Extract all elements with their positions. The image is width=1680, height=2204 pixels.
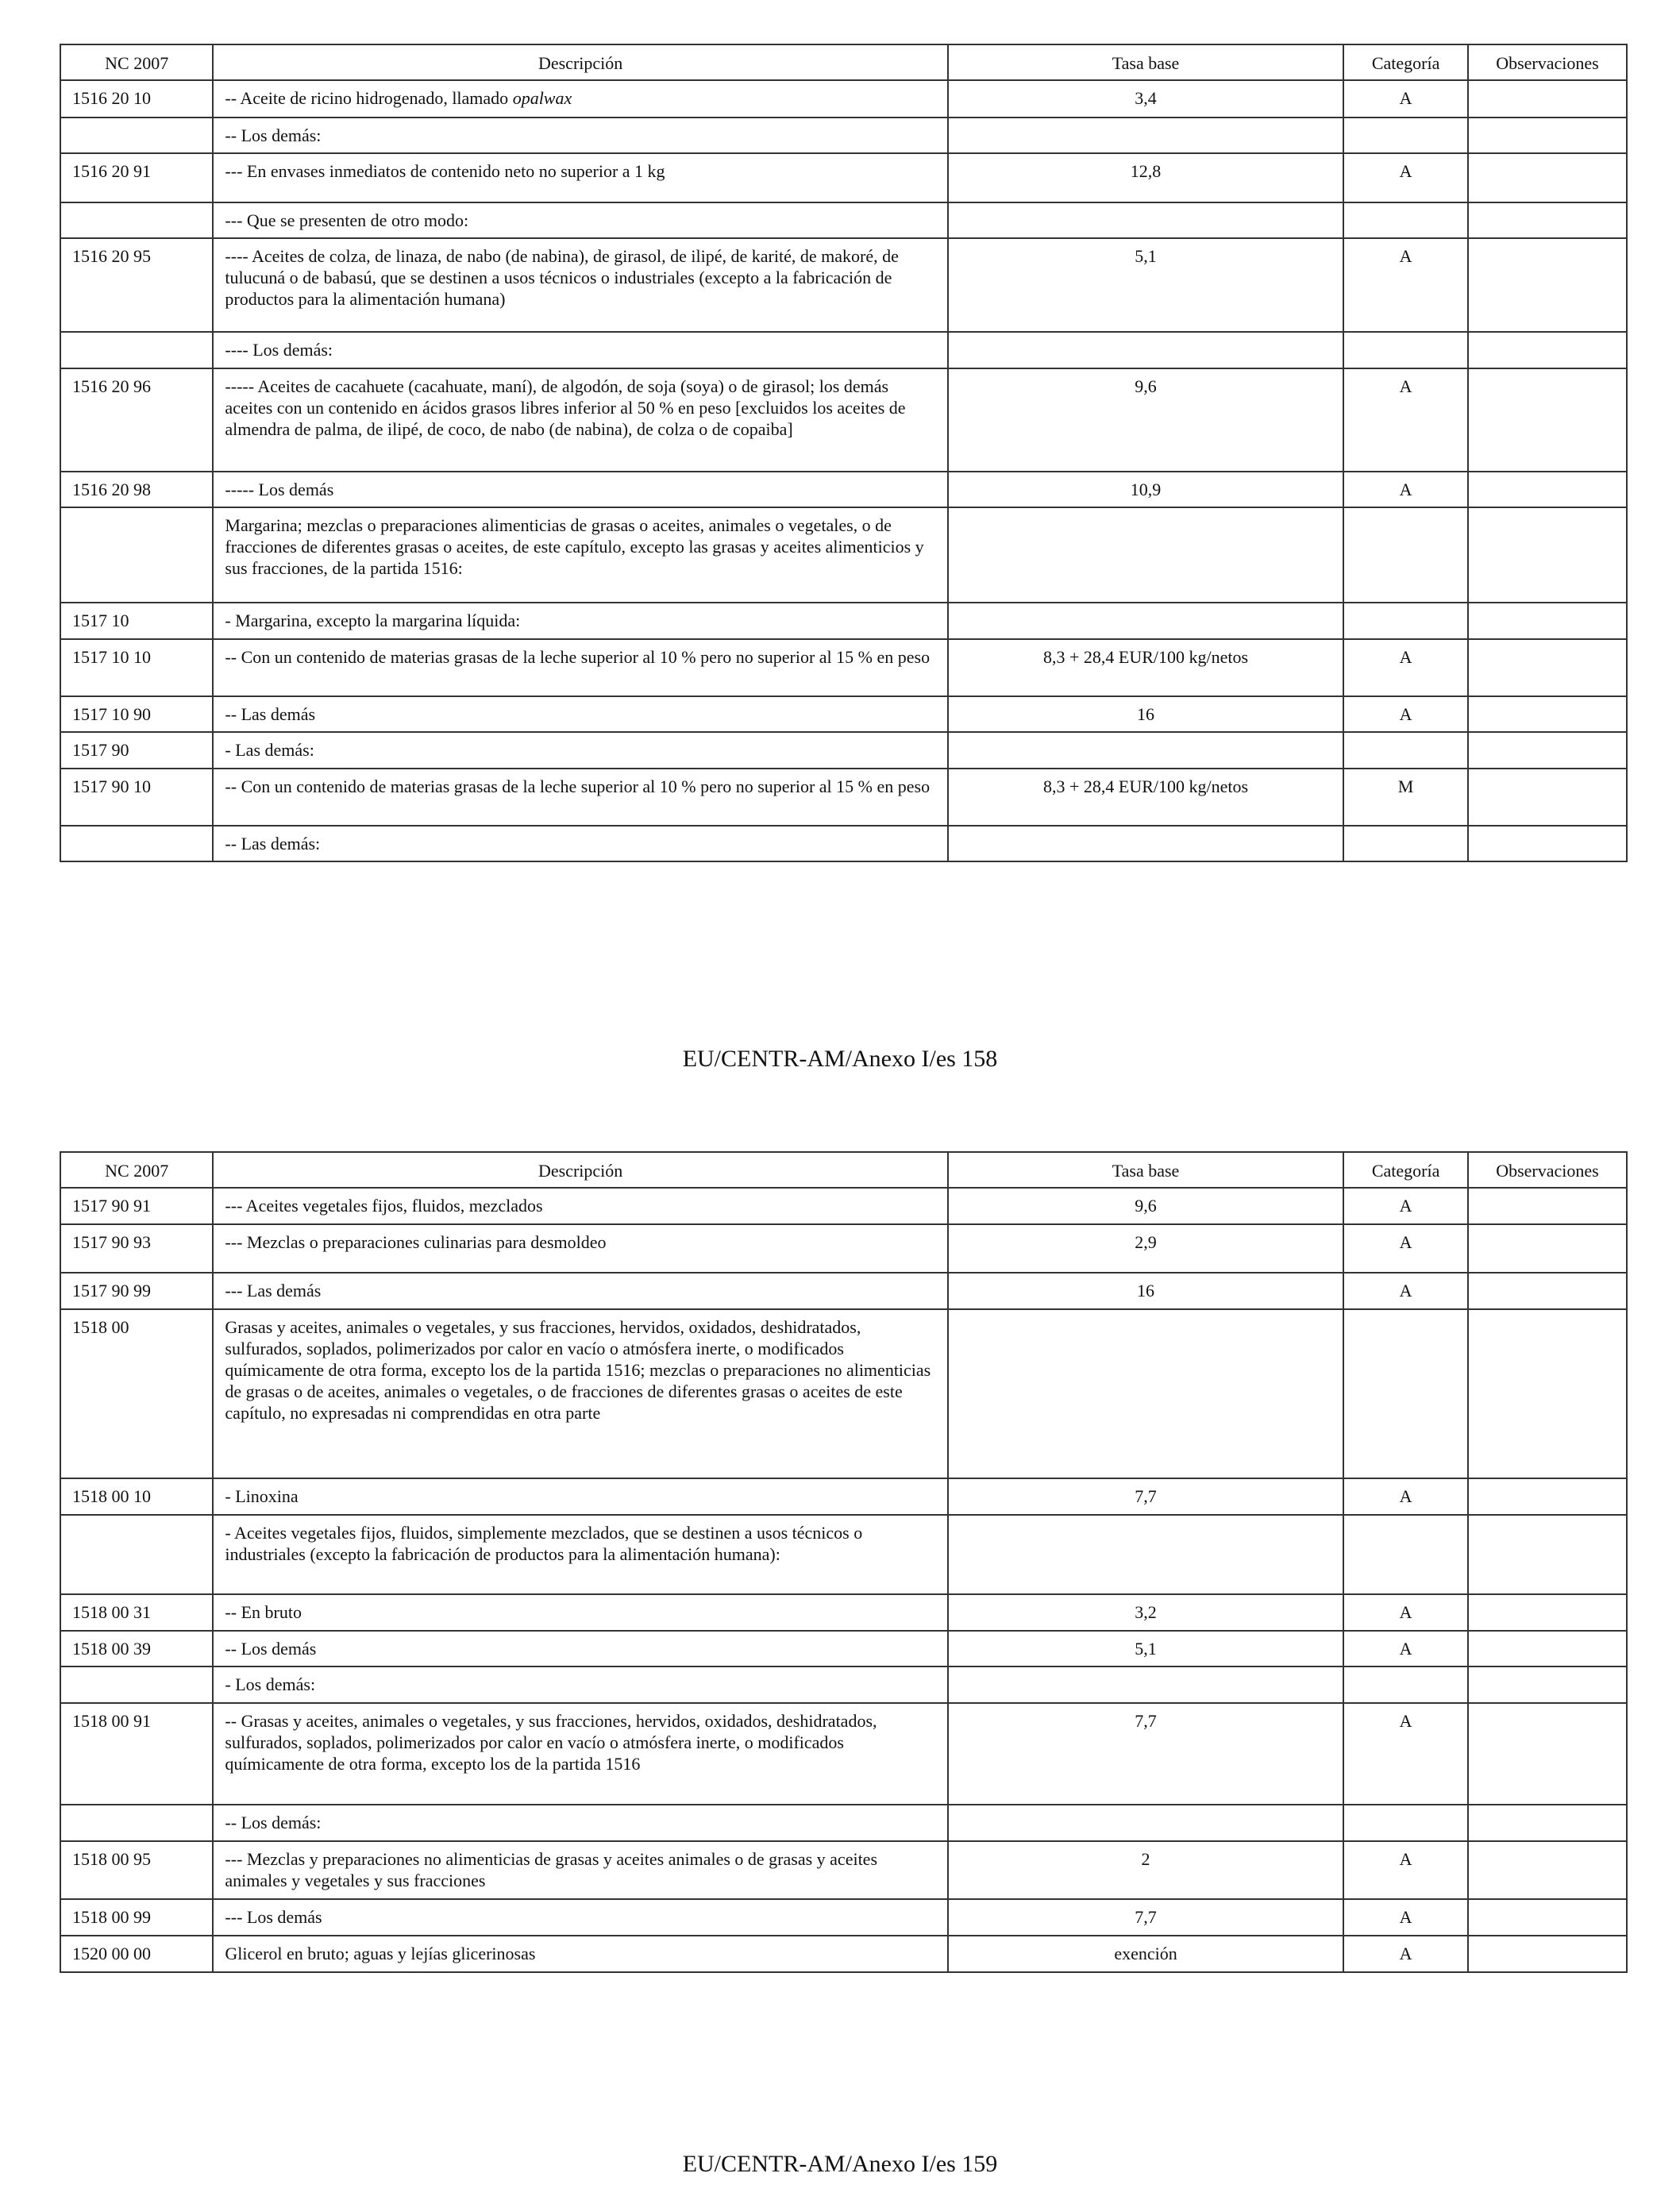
base-rate-cell: 7,7 bbox=[948, 1478, 1343, 1515]
base-rate-cell bbox=[948, 1515, 1343, 1594]
table-row bbox=[60, 1666, 1627, 1703]
observations-cell bbox=[1468, 1594, 1627, 1631]
description-cell: Margarina; mezclas o preparaciones alimenticias de grasas o aceites, animales o vegetales, o de fracciones de diferentes grasas o aceites, de este capítulo, excepto las grasas y aceites alimenticios y sus fracciones, de la partida 1516: bbox=[213, 507, 947, 603]
description-cell: ---- Los demás: bbox=[213, 332, 947, 368]
code-cell: 1516 20 10 bbox=[60, 80, 213, 118]
category-cell: A bbox=[1343, 153, 1468, 202]
header-base-rate: Tasa base bbox=[948, 1152, 1343, 1188]
category-cell bbox=[1343, 1805, 1468, 1841]
code-cell: 1517 10 90 bbox=[60, 696, 213, 732]
table-row bbox=[60, 1703, 1627, 1805]
code-cell: 1517 90 93 bbox=[60, 1224, 213, 1273]
base-rate-cell bbox=[948, 1805, 1343, 1841]
description-cell: - Linoxina bbox=[213, 1478, 947, 1515]
code-cell bbox=[60, 1805, 213, 1841]
base-rate-cell bbox=[948, 507, 1343, 603]
page-footer-158: EU/CENTR-AM/Anexo I/es 158 bbox=[682, 1046, 998, 1072]
table-header-row bbox=[60, 44, 1627, 80]
category-cell: A bbox=[1343, 472, 1468, 507]
description-cell: --- Las demás bbox=[213, 1273, 947, 1309]
category-cell bbox=[1343, 603, 1468, 639]
observations-cell bbox=[1468, 1224, 1627, 1273]
table-row bbox=[60, 238, 1627, 332]
description-cell: - Las demás: bbox=[213, 732, 947, 769]
category-cell bbox=[1343, 1309, 1468, 1478]
header-nc: NC 2007 bbox=[60, 44, 213, 80]
observations-cell bbox=[1468, 368, 1627, 472]
table-row bbox=[60, 1594, 1627, 1631]
observations-cell bbox=[1468, 1936, 1627, 1972]
table-row bbox=[60, 1188, 1627, 1224]
description-cell: - Margarina, excepto la margarina líquida: bbox=[213, 603, 947, 639]
code-cell: 1516 20 91 bbox=[60, 153, 213, 202]
description-cell bbox=[213, 80, 947, 118]
category-cell: A bbox=[1343, 1841, 1468, 1899]
description-emphasis: opalwax bbox=[512, 88, 572, 108]
description-cell: --- Los demás bbox=[213, 1899, 947, 1936]
base-rate-cell: 10,9 bbox=[948, 472, 1343, 507]
observations-cell bbox=[1468, 1805, 1627, 1841]
base-rate-cell: 8,3 + 28,4 EUR/100 kg/netos bbox=[948, 639, 1343, 696]
table-row bbox=[60, 732, 1627, 769]
observations-cell bbox=[1468, 153, 1627, 202]
observations-cell bbox=[1468, 769, 1627, 826]
category-cell: A bbox=[1343, 1273, 1468, 1309]
observations-cell bbox=[1468, 238, 1627, 332]
description-cell: - Los demás: bbox=[213, 1666, 947, 1703]
table-row bbox=[60, 1224, 1627, 1273]
category-cell bbox=[1343, 732, 1468, 769]
description-cell: -- Los demás bbox=[213, 1631, 947, 1666]
code-cell: 1518 00 bbox=[60, 1309, 213, 1478]
code-cell: 1518 00 95 bbox=[60, 1841, 213, 1899]
table-row bbox=[60, 1273, 1627, 1309]
description-cell: -- Las demás bbox=[213, 696, 947, 732]
category-cell bbox=[1343, 332, 1468, 368]
code-cell: 1518 00 91 bbox=[60, 1703, 213, 1805]
base-rate-cell bbox=[948, 332, 1343, 368]
base-rate-cell: 7,7 bbox=[948, 1899, 1343, 1936]
code-cell bbox=[60, 202, 213, 238]
table-row bbox=[60, 639, 1627, 696]
observations-cell bbox=[1468, 1841, 1627, 1899]
header-category: Categoría bbox=[1343, 1152, 1468, 1188]
category-cell: A bbox=[1343, 1478, 1468, 1515]
base-rate-cell bbox=[948, 826, 1343, 861]
observations-cell bbox=[1468, 1666, 1627, 1703]
table-row bbox=[60, 118, 1627, 153]
tariff-table-page-158 bbox=[60, 44, 1628, 862]
code-cell bbox=[60, 826, 213, 861]
table-row bbox=[60, 202, 1627, 238]
observations-cell bbox=[1468, 1309, 1627, 1478]
table-row bbox=[60, 472, 1627, 507]
code-cell: 1517 90 10 bbox=[60, 769, 213, 826]
observations-cell bbox=[1468, 1515, 1627, 1594]
code-cell: 1518 00 39 bbox=[60, 1631, 213, 1666]
header-base-rate: Tasa base bbox=[948, 44, 1343, 80]
code-cell: 1517 90 bbox=[60, 732, 213, 769]
base-rate-cell: 5,1 bbox=[948, 1631, 1343, 1666]
description-cell: -- Los demás: bbox=[213, 1805, 947, 1841]
observations-cell bbox=[1468, 1631, 1627, 1666]
code-cell: 1520 00 00 bbox=[60, 1936, 213, 1972]
header-description: Descripción bbox=[213, 1152, 947, 1188]
category-cell: A bbox=[1343, 1594, 1468, 1631]
category-cell: A bbox=[1343, 80, 1468, 118]
observations-cell bbox=[1468, 1188, 1627, 1224]
base-rate-cell: 16 bbox=[948, 1273, 1343, 1309]
table-row bbox=[60, 1631, 1627, 1666]
category-cell: A bbox=[1343, 1631, 1468, 1666]
table-row bbox=[60, 332, 1627, 368]
base-rate-cell: 5,1 bbox=[948, 238, 1343, 332]
base-rate-cell: 9,6 bbox=[948, 368, 1343, 472]
observations-cell bbox=[1468, 1273, 1627, 1309]
code-cell bbox=[60, 118, 213, 153]
category-cell: A bbox=[1343, 1188, 1468, 1224]
code-cell: 1517 90 99 bbox=[60, 1273, 213, 1309]
category-cell bbox=[1343, 1515, 1468, 1594]
tariff-table-page-159 bbox=[60, 1151, 1628, 1973]
code-cell: 1517 90 91 bbox=[60, 1188, 213, 1224]
code-cell bbox=[60, 1666, 213, 1703]
observations-cell bbox=[1468, 80, 1627, 118]
table-row bbox=[60, 153, 1627, 202]
table-row bbox=[60, 1309, 1627, 1478]
description-cell: -- En bruto bbox=[213, 1594, 947, 1631]
category-cell bbox=[1343, 826, 1468, 861]
table-row bbox=[60, 826, 1627, 861]
observations-cell bbox=[1468, 472, 1627, 507]
table-row bbox=[60, 1841, 1627, 1899]
base-rate-cell: exención bbox=[948, 1936, 1343, 1972]
category-cell bbox=[1343, 1666, 1468, 1703]
code-cell bbox=[60, 507, 213, 603]
table-row bbox=[60, 769, 1627, 826]
description-cell: -- Los demás: bbox=[213, 118, 947, 153]
header-observations: Observaciones bbox=[1468, 1152, 1627, 1188]
table-row bbox=[60, 603, 1627, 639]
description-cell: -- Con un contenido de materias grasas de la leche superior al 10 % pero no superior al 15 % en peso bbox=[213, 639, 947, 696]
category-cell: A bbox=[1343, 1899, 1468, 1936]
base-rate-cell: 7,7 bbox=[948, 1703, 1343, 1805]
category-cell: A bbox=[1343, 1224, 1468, 1273]
code-cell: 1516 20 95 bbox=[60, 238, 213, 332]
observations-cell bbox=[1468, 826, 1627, 861]
observations-cell bbox=[1468, 1899, 1627, 1936]
base-rate-cell: 3,2 bbox=[948, 1594, 1343, 1631]
base-rate-cell bbox=[948, 1309, 1343, 1478]
category-cell bbox=[1343, 118, 1468, 153]
category-cell bbox=[1343, 507, 1468, 603]
description-cell: --- Mezclas y preparaciones no alimenticias de grasas y aceites animales o de grasas y aceites animales y vegetales y sus fracciones bbox=[213, 1841, 947, 1899]
code-cell: 1518 00 10 bbox=[60, 1478, 213, 1515]
table-row bbox=[60, 80, 1627, 118]
observations-cell bbox=[1468, 1703, 1627, 1805]
base-rate-cell: 2 bbox=[948, 1841, 1343, 1899]
observations-cell bbox=[1468, 202, 1627, 238]
header-category: Categoría bbox=[1343, 44, 1468, 80]
base-rate-cell: 8,3 + 28,4 EUR/100 kg/netos bbox=[948, 769, 1343, 826]
description-cell: --- En envases inmediatos de contenido neto no superior a 1 kg bbox=[213, 153, 947, 202]
observations-cell bbox=[1468, 696, 1627, 732]
description-cell: ---- Aceites de colza, de linaza, de nabo (de nabina), de girasol, de ilipé, de karité, de makoré, de tulucuná o de babasú, que se destinen a usos técnicos o industriales (excepto a la fabricación de productos para la alimentación humana) bbox=[213, 238, 947, 332]
category-cell: A bbox=[1343, 1703, 1468, 1805]
observations-cell bbox=[1468, 332, 1627, 368]
observations-cell bbox=[1468, 732, 1627, 769]
table-row bbox=[60, 1478, 1627, 1515]
base-rate-cell bbox=[948, 202, 1343, 238]
observations-cell bbox=[1468, 639, 1627, 696]
description-cell: ----- Aceites de cacahuete (cacahuate, maní), de algodón, de soja (soya) o de girasol; los demás aceites con un contenido en ácidos grasos libres inferior al 50 % en peso [excluidos los aceites de almendra de palma, de ilipé, de coco, de nabo (de nabina), de colza o de copaiba] bbox=[213, 368, 947, 472]
observations-cell bbox=[1468, 118, 1627, 153]
observations-cell bbox=[1468, 1478, 1627, 1515]
description-text: -- Aceite de ricino hidrogenado, llamado bbox=[225, 88, 513, 108]
category-cell: A bbox=[1343, 639, 1468, 696]
base-rate-cell bbox=[948, 732, 1343, 769]
table-row bbox=[60, 1936, 1627, 1972]
category-cell: A bbox=[1343, 1936, 1468, 1972]
base-rate-cell: 2,9 bbox=[948, 1224, 1343, 1273]
table-row bbox=[60, 696, 1627, 732]
category-cell: A bbox=[1343, 368, 1468, 472]
code-cell bbox=[60, 332, 213, 368]
base-rate-cell bbox=[948, 1666, 1343, 1703]
code-cell: 1518 00 31 bbox=[60, 1594, 213, 1631]
table-header-row bbox=[60, 1152, 1627, 1188]
page-footer-159: EU/CENTR-AM/Anexo I/es 159 bbox=[682, 2151, 998, 2177]
base-rate-cell bbox=[948, 118, 1343, 153]
description-cell: ----- Los demás bbox=[213, 472, 947, 507]
code-cell: 1516 20 98 bbox=[60, 472, 213, 507]
code-cell: 1516 20 96 bbox=[60, 368, 213, 472]
base-rate-cell: 9,6 bbox=[948, 1188, 1343, 1224]
description-cell: -- Grasas y aceites, animales o vegetales, y sus fracciones, hervidos, oxidados, deshidratados, sulfurados, soplados, polimerizados por calor en vacío o atmósfera inerte, o modificados químicamente de otra forma, excepto los de la partida 1516 bbox=[213, 1703, 947, 1805]
header-description: Descripción bbox=[213, 44, 947, 80]
table-row bbox=[60, 1899, 1627, 1936]
table-row bbox=[60, 1805, 1627, 1841]
header-observations: Observaciones bbox=[1468, 44, 1627, 80]
header-nc: NC 2007 bbox=[60, 1152, 213, 1188]
code-cell: 1518 00 99 bbox=[60, 1899, 213, 1936]
description-cell: --- Aceites vegetales fijos, fluidos, mezclados bbox=[213, 1188, 947, 1224]
description-cell: Grasas y aceites, animales o vegetales, y sus fracciones, hervidos, oxidados, deshidratados, sulfurados, soplados, polimerizados por calor en vacío o atmósfera inerte, o modificados químicamente de otra forma, excepto los de la partida 1516; mezclas o preparaciones no alimenticias de grasas o de aceites, animales o vegetales, o de fracciones de diferentes grasas o aceites de este capítulo, no expresadas ni comprendidas en otra parte bbox=[213, 1309, 947, 1478]
description-cell: Glicerol en bruto; aguas y lejías glicerinosas bbox=[213, 1936, 947, 1972]
description-cell: -- Con un contenido de materias grasas de la leche superior al 10 % pero no superior al 15 % en peso bbox=[213, 769, 947, 826]
base-rate-cell: 3,4 bbox=[948, 80, 1343, 118]
description-cell: - Aceites vegetales fijos, fluidos, simplemente mezclados, que se destinen a usos técnicos o industriales (excepto la fabricación de productos para la alimentación humana): bbox=[213, 1515, 947, 1594]
code-cell: 1517 10 10 bbox=[60, 639, 213, 696]
code-cell bbox=[60, 1515, 213, 1594]
description-cell: --- Mezclas o preparaciones culinarias para desmoldeo bbox=[213, 1224, 947, 1273]
description-cell: --- Que se presenten de otro modo: bbox=[213, 202, 947, 238]
base-rate-cell: 16 bbox=[948, 696, 1343, 732]
table-row bbox=[60, 1515, 1627, 1594]
code-cell: 1517 10 bbox=[60, 603, 213, 639]
base-rate-cell bbox=[948, 603, 1343, 639]
observations-cell bbox=[1468, 603, 1627, 639]
category-cell: M bbox=[1343, 769, 1468, 826]
category-cell: A bbox=[1343, 696, 1468, 732]
category-cell bbox=[1343, 202, 1468, 238]
table-row bbox=[60, 368, 1627, 472]
category-cell: A bbox=[1343, 238, 1468, 332]
base-rate-cell: 12,8 bbox=[948, 153, 1343, 202]
table-row bbox=[60, 507, 1627, 603]
description-cell: -- Las demás: bbox=[213, 826, 947, 861]
observations-cell bbox=[1468, 507, 1627, 603]
